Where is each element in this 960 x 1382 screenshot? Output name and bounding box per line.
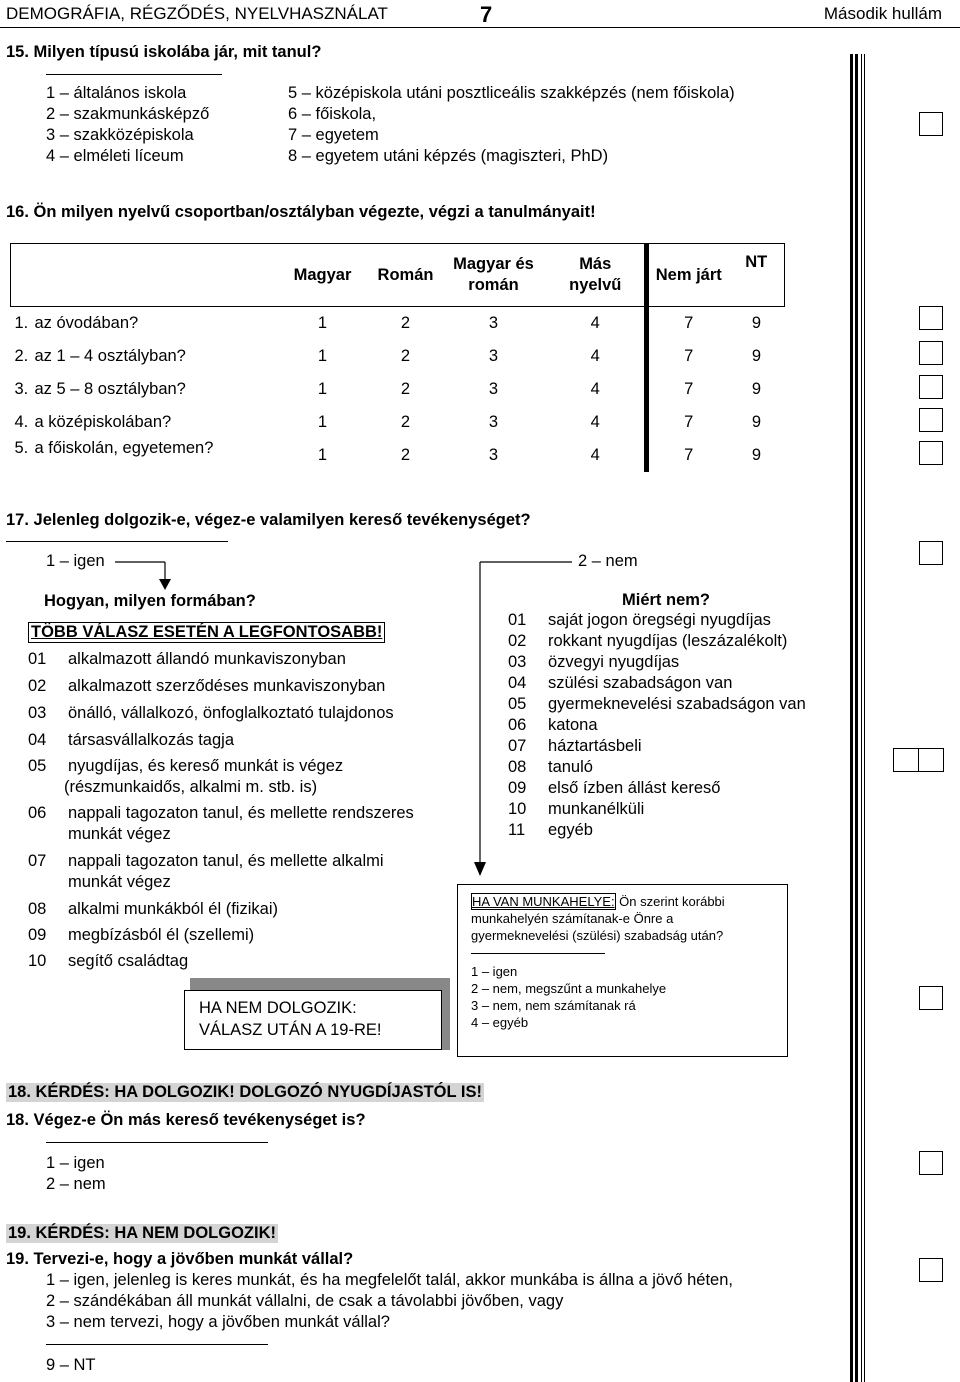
q16-code[interactable]: 1 xyxy=(317,347,328,365)
not-working-notice xyxy=(184,990,442,1050)
q16-code[interactable]: 7 xyxy=(647,406,729,439)
q16-row-label: 5. a főiskolán, egyetemen? xyxy=(14,439,214,457)
q17-why-title: Miért nem? xyxy=(622,591,711,609)
q19-option: 2 – szándékában áll munkát vállalni, de csak a távolabbi jövőben, vagy xyxy=(46,1292,564,1310)
q19-code-box[interactable] xyxy=(919,1258,943,1282)
q16-col-header: Más nyelvű xyxy=(547,244,647,307)
workplace-option: 4 – egyéb xyxy=(471,1015,529,1030)
list-item: 02 alkalmazott szerződéses munkaviszonyban xyxy=(28,677,386,695)
answer-rule xyxy=(471,953,605,954)
q16-col-header: Román xyxy=(371,244,441,307)
q16-code[interactable]: 2 xyxy=(400,446,411,464)
q16-code[interactable]: 2 xyxy=(400,413,411,431)
q18-banner: 18. KÉRDÉS: HA DOLGOZIK! DOLGOZÓ NYUGDÍJASTÓL IS! xyxy=(8,1083,482,1101)
list-item: 09 első ízben állást kereső xyxy=(508,779,721,797)
notice-line: HA NEM DOLGOZIK: xyxy=(199,999,357,1017)
list-item: 08 tanuló xyxy=(508,758,593,776)
q16-code[interactable]: 4 xyxy=(590,314,600,332)
answer-rule xyxy=(46,1142,268,1143)
list-item: 06 nappali tagozaton tanul, és mellette rendszeres xyxy=(28,804,414,822)
workplace-code-box[interactable] xyxy=(919,986,943,1010)
q16-code[interactable]: 3 xyxy=(488,446,499,464)
q16-col-header: Magyar és román xyxy=(441,244,547,307)
q17-title: 17. Jelenleg dolgozik-e, végez-e valamilyen kereső tevékenységet? xyxy=(6,511,531,529)
q19-option: 1 – igen, jelenleg is keres munkát, és ha megfelelőt talál, akkor munkába is állna a jövő héten, xyxy=(46,1271,733,1289)
q16-code[interactable]: 9 xyxy=(751,413,762,431)
list-item: 03 önálló, vállalkozó, önfoglalkoztató tulajdonos xyxy=(28,704,394,722)
q15-title: 15. Milyen típusú iskolába jár, mit tanul? xyxy=(6,43,322,61)
q16-code[interactable]: 7 xyxy=(647,373,729,406)
page-number: 7 xyxy=(480,2,493,27)
q18-code-box[interactable] xyxy=(919,1151,943,1175)
workplace-lead: HA VAN MUNKAHELYE: xyxy=(472,894,615,909)
q16-code[interactable]: 3 xyxy=(488,314,499,332)
workplace-option: 1 – igen xyxy=(471,964,518,979)
q16-col-header: Magyar xyxy=(275,244,371,307)
q17-code-box[interactable] xyxy=(893,748,919,772)
q15-option: 3 – szakközépiskola xyxy=(46,126,194,144)
q16-row-label: 1. az óvodában? xyxy=(14,314,139,332)
q16-code[interactable]: 7 xyxy=(647,307,729,341)
list-item: 07 háztartásbeli xyxy=(508,737,642,755)
list-item: 05 gyermeknevelési szabadságon van xyxy=(508,695,806,713)
q16-code[interactable]: 2 xyxy=(400,380,411,398)
q15-option: 1 – általános iskola xyxy=(46,84,187,102)
q17-yes: 1 – igen xyxy=(46,552,105,570)
q16-code[interactable]: 9 xyxy=(751,446,762,464)
q18-title: 18. Végez-e Ön más kereső tevékenységet is? xyxy=(6,1111,366,1129)
q16-code[interactable]: 4 xyxy=(590,413,600,431)
answer-rule xyxy=(46,1344,268,1345)
notice-line: VÁLASZ UTÁN A 19-RE! xyxy=(199,1021,382,1039)
header-section-title: DEMOGRÁFIA, RÉGZŐDÉS, NYELVHASZNÁLAT xyxy=(6,4,388,23)
list-item: 04 szülési szabadságon van xyxy=(508,674,733,692)
list-item: 07 nappali tagozaton tanul, és mellette alkalmi xyxy=(28,852,384,870)
q16-title: 16. Ön milyen nyelvű csoportban/osztályban végezte, végzi a tanulmányait! xyxy=(6,203,596,221)
q16-code[interactable]: 7 xyxy=(647,439,729,472)
q16-code[interactable]: 4 xyxy=(590,347,600,365)
workplace-option: 2 – nem, megszűnt a munkahelye xyxy=(471,981,667,996)
list-item: 08 alkalmi munkákból él (fizikai) xyxy=(28,900,278,918)
workplace-box xyxy=(457,884,788,1057)
q17-multi-note: TÖBB VÁLASZ ESETÉN A LEGFONTOSABB! xyxy=(28,622,385,643)
list-item: 02 rokkant nyugdíjas (leszázalékolt) xyxy=(508,632,788,650)
q16-col-header: Nem járt xyxy=(647,244,729,307)
q18-option: 2 – nem xyxy=(46,1175,106,1193)
workplace-line: gyermeknevelési (szülési) szabadság után? xyxy=(471,928,724,943)
list-item-continuation: (részmunkaidős, alkalmi m. stb. is) xyxy=(64,778,318,796)
q15-option: 4 – elméleti líceum xyxy=(46,147,184,165)
q16-row-label: 3. az 5 – 8 osztályban? xyxy=(14,380,186,398)
q15-option: 7 – egyetem xyxy=(288,126,379,144)
q19-nt: 9 – NT xyxy=(46,1356,96,1374)
q16-code[interactable]: 3 xyxy=(488,347,499,365)
q16-code[interactable]: 2 xyxy=(400,314,411,332)
q16-code[interactable]: 4 xyxy=(590,446,600,464)
list-item-continuation: munkát végez xyxy=(68,825,171,843)
list-item: 03 özvegyi nyugdíjas xyxy=(508,653,680,671)
list-item: 05 nyugdíjas, és kereső munkát is végez xyxy=(28,757,344,775)
q19-title: 19. Tervezi-e, hogy a jövőben munkát vállal? xyxy=(6,1250,354,1268)
q15-option: 6 – főiskola, xyxy=(288,105,377,123)
q16-code[interactable]: 9 xyxy=(751,314,762,332)
q17-how-title: Hogyan, milyen formában? xyxy=(44,592,256,610)
workplace-line: munkahelyén számítanak-e Önre a xyxy=(471,911,674,926)
list-item: 01 saját jogon öregségi nyugdíjas xyxy=(508,611,771,629)
list-item-continuation: munkát végez xyxy=(68,873,171,891)
q16-code[interactable]: 2 xyxy=(400,347,411,365)
list-item: 09 megbízásból él (szellemi) xyxy=(28,926,255,944)
q16-row-label: 2. az 1 – 4 osztályban? xyxy=(14,347,186,365)
q16-code[interactable]: 7 xyxy=(647,340,729,373)
list-item: 01 alkalmazott állandó munkaviszonyban xyxy=(28,650,346,668)
q16-row-label: 4. a középiskolában? xyxy=(14,413,172,431)
q16-code[interactable]: 9 xyxy=(751,347,762,365)
workplace-option: 3 – nem, nem számítanak rá xyxy=(471,998,636,1013)
q19-option: 3 – nem tervezi, hogy a jövőben munkát vállal? xyxy=(46,1313,390,1331)
q15-option: 2 – szakmunkásképző xyxy=(46,105,210,123)
list-item: 10 segítő családtag xyxy=(28,952,189,970)
list-item: 06 katona xyxy=(508,716,598,734)
q16-code[interactable]: 1 xyxy=(317,380,328,398)
q16-code[interactable]: 3 xyxy=(488,380,499,398)
q16-code[interactable]: 9 xyxy=(751,380,762,398)
q16-col-header: NT xyxy=(729,244,785,307)
q19-banner: 19. KÉRDÉS: HA NEM DOLGOZIK! xyxy=(8,1224,276,1242)
q15-option: 5 – középiskola utáni posztliceális szakképzés (nem főiskola) xyxy=(288,84,735,102)
q15-option: 8 – egyetem utáni képzés (magiszteri, PhD) xyxy=(288,147,609,165)
q17-no: 2 – nem xyxy=(578,552,638,570)
list-item: 10 munkanélküli xyxy=(508,800,645,818)
q16-code[interactable]: 3 xyxy=(488,413,499,431)
q18-option: 1 – igen xyxy=(46,1154,105,1172)
q16-code[interactable]: 4 xyxy=(590,380,600,398)
header-wave: Második hullám xyxy=(823,4,942,23)
list-item: 04 társasvállalkozás tagja xyxy=(28,731,234,749)
q16-code[interactable]: 1 xyxy=(317,413,328,431)
q16-code[interactable]: 1 xyxy=(317,314,328,332)
list-item: 11 egyéb xyxy=(508,821,593,839)
q17-code-box[interactable] xyxy=(918,748,944,772)
workplace-line: Ön szerint korábbi xyxy=(615,894,725,909)
q16-code[interactable]: 1 xyxy=(317,446,328,464)
